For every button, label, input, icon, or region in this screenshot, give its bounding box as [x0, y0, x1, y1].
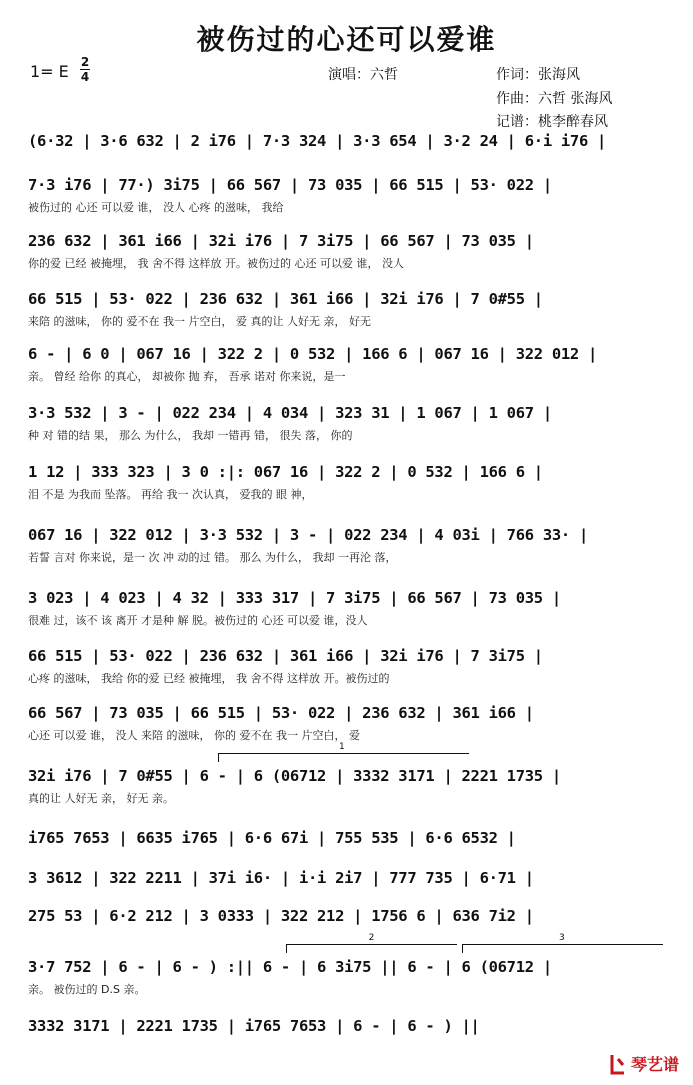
volta-bracket: 2	[286, 944, 457, 953]
notation-row: 32i i76 | 7 0#55 | 6 - | 6 (06712 | 3332 3171 | 2221 1735 |	[28, 767, 561, 785]
brand-name: 琴艺谱	[630, 1055, 679, 1074]
volta-bracket: 3	[462, 944, 663, 953]
lyrics-row: 心还 可以爱 谁， 没人 来陪 的滋味， 你的 爱不在 我一 片空白， 爱	[28, 729, 360, 742]
song-title: 被伤过的心还可以爱谁	[196, 23, 497, 56]
brand-logo-icon	[609, 1053, 627, 1075]
lyrics-row: 来陪 的滋味， 你的 爱不在 我一 片空白， 爱 真的让 人好无 亲， 好无	[28, 315, 371, 328]
notation-row: 236 632 | 361 i66 | 32i i76 | 7 3i75 | 66 567 | 73 035 |	[28, 232, 534, 250]
notation-row: 66 567 | 73 035 | 66 515 | 53· 022 | 236 632 | 361 i66 |	[28, 704, 534, 722]
notation-row: 1 12 | 333 323 | 3 0 :|: 067 16 | 322 2 | 0 532 | 166 6 |	[28, 463, 543, 481]
lyrics-row: 亲。 被伤过的 D.S 亲。	[28, 983, 146, 996]
notation-row: 66 515 | 53· 022 | 236 632 | 361 i66 | 32i i76 | 7 3i75 |	[28, 647, 543, 665]
notation-row: 067 16 | 322 012 | 3·3 532 | 3 - | 022 234 | 4 03i | 766 33· |	[28, 526, 588, 544]
volta-bracket: 1	[218, 753, 469, 762]
lyrics-row: 很难 过，该不 该 离开 才是种 解 脱。被伤过的 心还 可以爱 谁，没人	[28, 614, 368, 627]
notation-row: 3 3612 | 322 2211 | 37i i6· | i·i 2i7 | 777 735 | 6·71 |	[28, 869, 534, 887]
lyrics-row: 真的让 人好无 亲， 好无 亲。	[28, 792, 174, 805]
notation-row: 6 - | 6 0 | 067 16 | 322 2 | 0 532 | 166 6 | 067 16 | 322 012 |	[28, 345, 598, 363]
time-numerator: 2	[80, 55, 90, 69]
notation-row: 3·3 532 | 3 - | 022 234 | 4 034 | 323 31 | 1 067 | 1 067 |	[28, 404, 552, 422]
notation-row: 3·7 752 | 6 - | 6 - ) :|| 6 - | 6 3i75 || 6 - | 6 (06712 |	[28, 958, 552, 976]
notation-row: 66 515 | 53· 022 | 236 632 | 361 i66 | 32i i76 | 7 0#55 |	[28, 290, 543, 308]
lyrics-row: 泪 不是 为我而 坠落。 再给 我一 次认真， 爱我的 眼 神，	[28, 488, 313, 501]
notation-row: i765 7653 | 6635 i765 | 6·6 67i | 755 535 | 6·6 6532 |	[28, 829, 516, 847]
lyrics-row: 心疼 的滋味， 我给 你的爱 已经 被掩埋， 我 舍不得 这样放 开。被伤过的	[28, 672, 390, 685]
transcriber-credit: 记谱：桃李醉春风	[496, 114, 608, 130]
lyrics-row: 种 对 错的结 果， 那么 为什么， 我却 一错再 错， 很失 落， 你的	[28, 429, 353, 442]
notation-row: 3 023 | 4 023 | 4 32 | 333 317 | 7 3i75 | 66 567 | 73 035 |	[28, 589, 561, 607]
notation-row: 3332 3171 | 2221 1735 | i765 7653 | 6 - | 6 - ) ||	[28, 1017, 480, 1035]
lyricist-credit: 作词：张海风	[496, 67, 580, 83]
time-signature	[80, 56, 90, 83]
composer-credit: 作曲：六哲 张海风	[496, 91, 613, 107]
lyrics-row: 亲。 曾经 给你 的真心， 却被你 抛 弃， 吾承 诺对 你来说，是一	[28, 370, 346, 383]
notation-row: 275 53 | 6·2 212 | 3 0333 | 322 212 | 1756 6 | 636 7i2 |	[28, 907, 534, 925]
time-denominator: 4	[80, 70, 90, 84]
lyrics-row: 若誓 言对 你来说，是一 次 冲 动的过 错。 那么 为什么， 我却 一再沦 落，	[28, 551, 397, 564]
brand-watermark	[609, 1052, 679, 1075]
lyrics-row: 你的爱 已经 被掩埋， 我 舍不得 这样放 开。被伤过的 心还 可以爱 谁， 没人	[28, 257, 404, 270]
notation-row: 7·3 i76 | 77·) 3i75 | 66 567 | 73 035 | 66 515 | 53· 022 |	[28, 176, 552, 194]
key-signature: 1= E	[30, 62, 69, 81]
notation-row: (6·32 | 3·6 632 | 2 i76 | 7·3 324 | 3·3 654 | 3·2 24 | 6·i i76 |	[28, 132, 607, 150]
lyrics-row: 被伤过的 心还 可以爱 谁， 没人 心疼 的滋味， 我给	[28, 201, 284, 214]
singer-credit: 演唱：六哲	[328, 67, 398, 83]
